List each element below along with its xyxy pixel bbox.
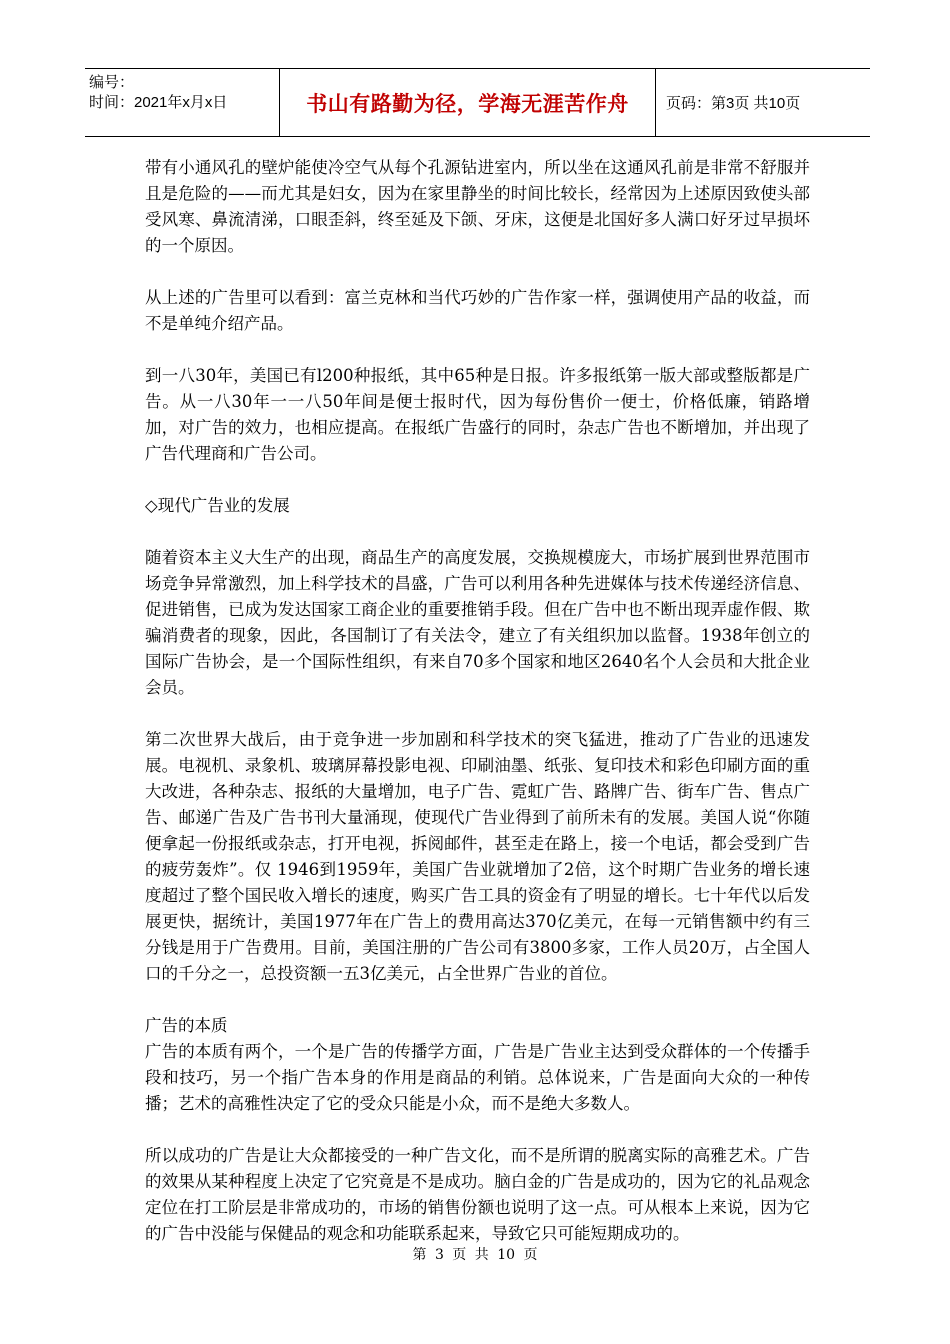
paragraph-essence: 广告的本质有两个，一个是广告的传播学方面，广告是广告业主达到受众群体的一个传播手段和技巧，另一个指广告本身的作用是商品的利销。总体说来，广告是面向大众的一种传播；艺术的高雅性决定了它的受众只能是小众，而不是绝大多数人。 [145, 1042, 810, 1113]
section-heading-modern: ◇现代广告业的发展 [145, 496, 290, 515]
paragraph-franklin: 从上述的广告里可以看到：富兰克林和当代巧妙的广告作家一样，强调使用产品的收益，而不是单纯介绍产品。 [145, 288, 810, 333]
document-number-label: 编号： [89, 74, 135, 91]
paragraph-postwar: 第二次世界大战后，由于竞争进一步加剧和科学技术的突飞猛进，推动了广告业的迅速发展。电视机、录象机、玻璃屏幕投影电视、印刷油墨、纸张、复印技术和彩色印刷方面的重大改进，各种杂志、报纸的大量增加，电子广告、霓虹广告、路牌广告、街车广告、售点广告、邮递广告及广告书刊大量涌现，使现代广告业得到了前所未有的发展。美国人说“你随便拿起一份报纸或杂志，打开电视，拆阅邮件，甚至走在路上，接一个电话，都会受到广告的疲劳轰炸”。仅 1946到1959年，美国广告业就增加了2倍，这个时期广告业务的增长速度超过了整个国民收入增长的速度，购买广告工具的资金有了明显的增长。七十年代以后发展更快，据统计，美国1977年在广告上的费用高达370亿美元，在每一元销售额中约有三分钱是用于广告费用。目前，美国注册的广告公司有3800多家，工作人员20万，占全国人口的千分之一，总投资额一五3亿美元，占全世界广告业的首位。 [145, 730, 810, 983]
header-meta [85, 69, 280, 136]
document-time-label: 时间：2021年x月x日 [89, 94, 228, 111]
document-body [145, 155, 810, 1273]
paragraph-success: 所以成功的广告是让大众都接受的一种广告文化，而不是所谓的脱离实际的高雅艺术。广告的效果从某种程度上决定了它究竟是不是成功。脑白金的广告是成功的，因为它的礼品观念定位在打工阶层是非常成功的，市场的销售份额也说明了这一点。可从根本上来说，因为它的广告中没能与保健品的观念和功能联系起来，导致它只可能短期成功的。 [145, 1146, 810, 1243]
header-motto: 书山有路勤为径，学海无涯苦作舟 [280, 69, 656, 136]
paragraph-capitalism: 随着资本主义大生产的出现，商品生产的高度发展，交换规模庞大，市场扩展到世界范围市场竞争异常激烈，加上科学技术的昌盛，广告可以利用各种先进媒体与技术传递经济信息、促进销售，已成为发达国家工商企业的重要推销手段。但在广告中也不断出现弄虚作假、欺骗消费者的现象，因此，各国制订了有关法令，建立了有关组织加以监督。1938年创立的国际广告协会，是一个国际性组织，有来自70多个国家和地区2640名个人会员和大批企业会员。 [145, 548, 810, 697]
header-page-info: 页码：第3页 共10页 [666, 95, 801, 112]
section-heading-essence: 广告的本质 [145, 1016, 228, 1035]
paragraph-newspapers: 到一八30年，美国已有l200种报纸，其中65种是日报。许多报纸第一版大部或整版都是广告。从一八30年一一八50年间是便士报时代，因为每份售价一便士，价格低廉，销路增加，对广告的效力，也相应提高。在报纸广告盛行的同时，杂志广告也不断增加，并出现了广告代理商和广告公司。 [145, 366, 810, 463]
page-footer: 第 3 页 共 10 页 [412, 1247, 538, 1263]
paragraph-fireplace: 带有小通风孔的壁炉能使冷空气从每个孔源钻进室内，所以坐在这通风孔前是非常不舒服并且是危险的——而尤其是妇女，因为在家里静坐的时间比较长，经常因为上述原因致使头部受风寒、鼻流清涕，口眼歪斜，终至延及下颌、牙床，这便是北国好多人满口好牙过早损坏的一个原因。 [145, 158, 810, 255]
page-header [85, 68, 870, 137]
